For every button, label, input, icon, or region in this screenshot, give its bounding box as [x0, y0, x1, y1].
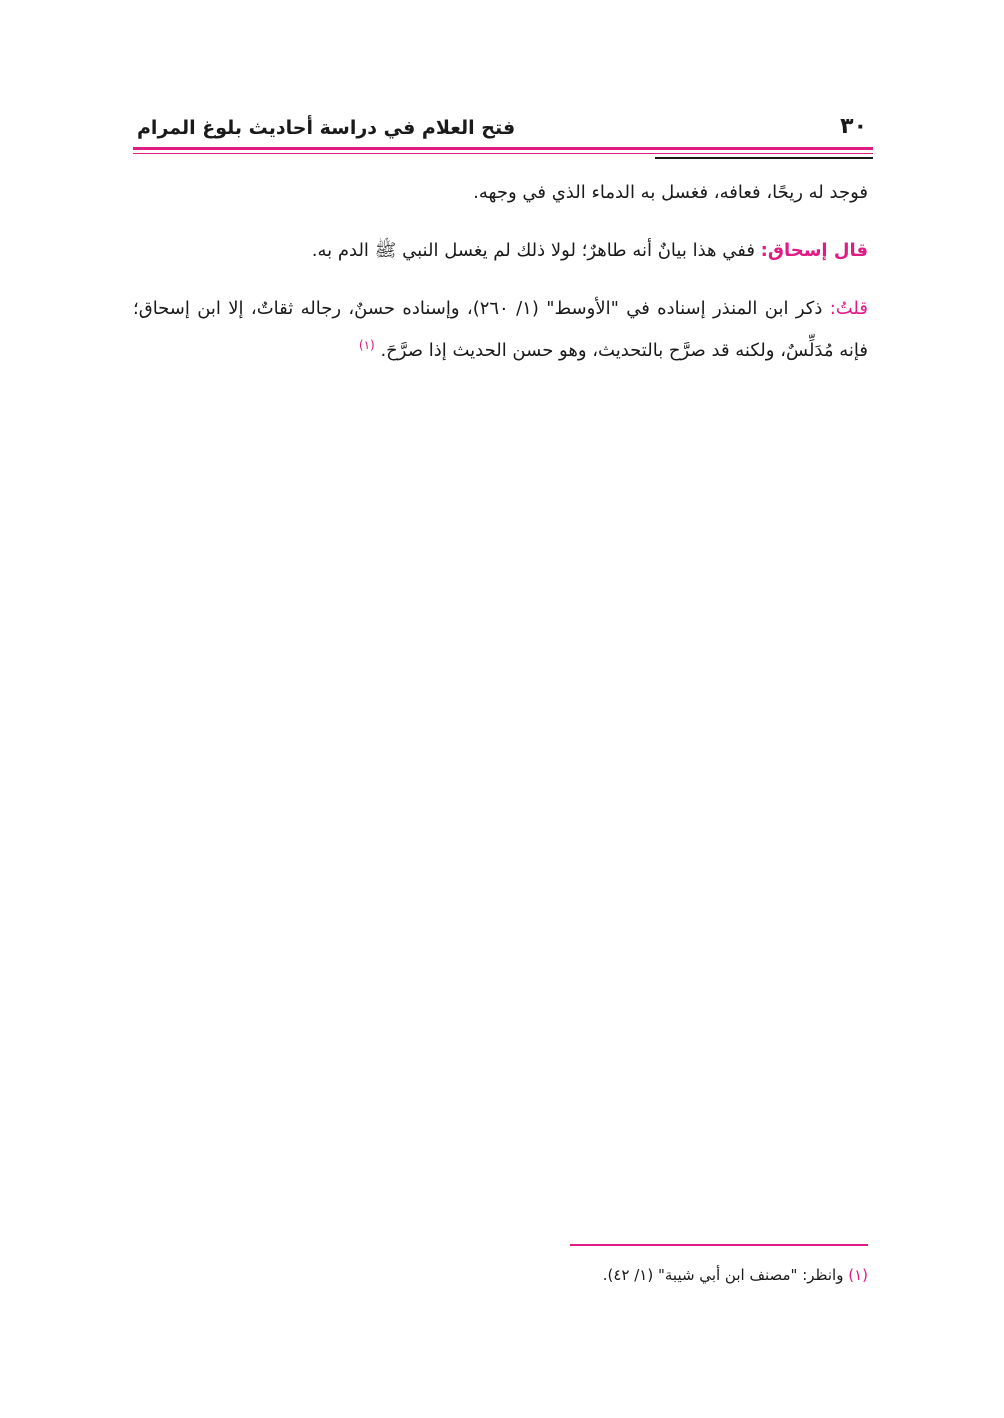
paragraph — [133, 288, 868, 372]
paragraph-text: ذكر ابن المنذر إسناده في "الأوسط" (١/ ٢٦٠)، وإسناده حسنٌ، رجاله ثقاتٌ، إلا ابن إسحاق؛ فإنه مُدَلِّسٌ، ولكنه قد صرَّح بالتحديث، وهو حسن الحديث إذا صرَّحَ. — [133, 298, 868, 361]
header-rule-accent — [133, 147, 873, 150]
footnote-reference[interactable]: (١) — [358, 338, 375, 352]
book-title: فتح العلام في دراسة أحاديث بلوغ المرام — [137, 117, 516, 139]
footnote-text: وانظر: "مصنف ابن أبي شيبة" (١/ ٤٢). — [602, 1266, 849, 1284]
footnote — [133, 1262, 868, 1288]
speaker-label: قلتُ: — [829, 298, 868, 319]
paragraph — [133, 172, 868, 214]
header-rule-thin — [133, 153, 873, 154]
paragraph-text: فوجد له ريحًا، فعافه، فغسل به الدماء الذي في وجهه. — [473, 182, 868, 203]
paragraph — [133, 230, 868, 272]
header-rule-dark — [655, 157, 873, 159]
page-number: ٣٠ — [840, 114, 867, 139]
running-header — [133, 112, 873, 148]
footnote-marker: (١) — [848, 1266, 868, 1284]
paragraph-text: ففي هذا بيانٌ أنه طاهرٌ؛ لولا ذلك لم يغسل النبي ﷺ الدم به. — [311, 240, 761, 261]
speaker-label: قال إسحاق: — [760, 240, 868, 261]
footnote-separator — [570, 1244, 868, 1246]
main-text — [133, 172, 868, 372]
